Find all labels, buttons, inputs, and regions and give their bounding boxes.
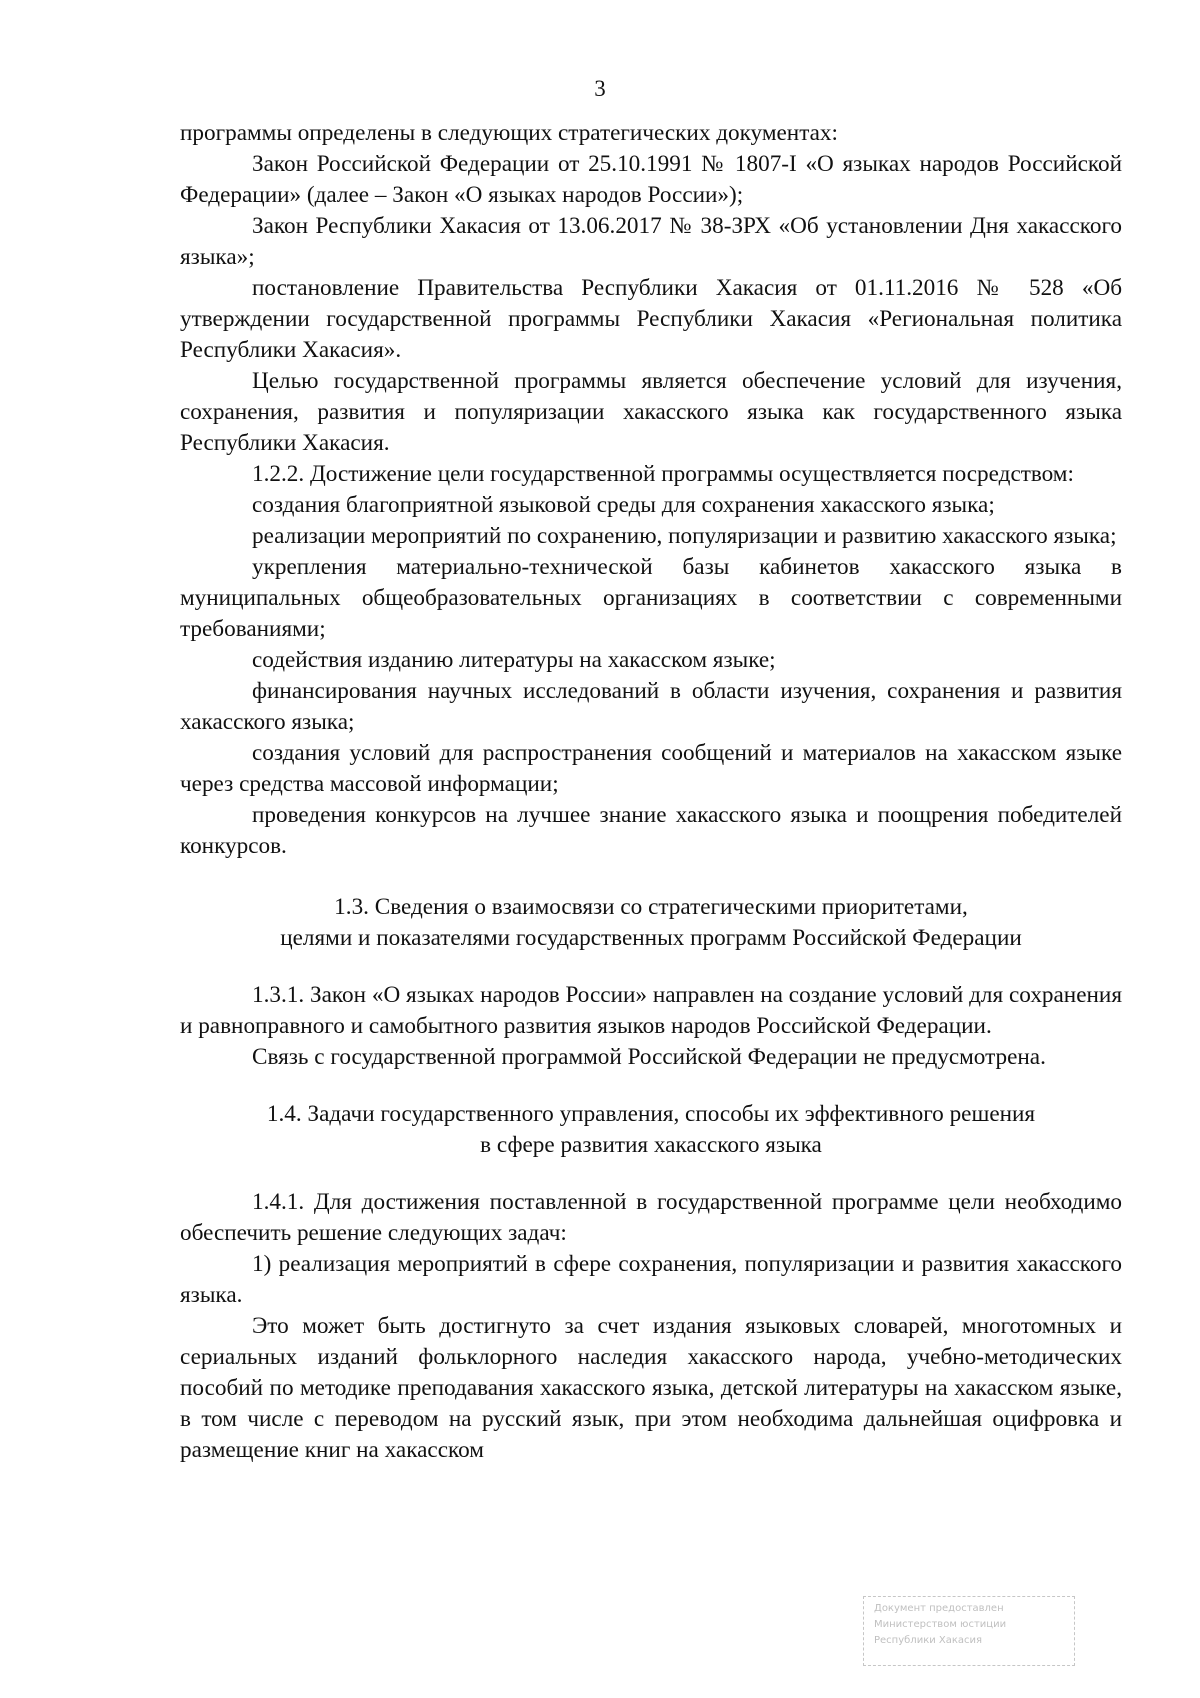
- stamp-line: Республики Хакасия: [874, 1635, 983, 1646]
- intro-paragraph: программы определены в следующих стратегических документах:: [180, 120, 838, 146]
- document-item: Закон Российской Федерации от 25.10.1991 № 1807-I «О языках народов Российской Федерации» (далее – Закон «О языках народов России»);: [180, 151, 1122, 208]
- measure-item: создания условий для распространения сообщений и материалов на хакасском языке через средства массовой информации;: [180, 740, 1122, 797]
- measure-item: реализации мероприятий по сохранению, популяризации и развитию хакасского языка;: [252, 523, 1117, 549]
- paragraph-1-4-1: 1.4.1. Для достижения поставленной в государственной программе цели необходимо обеспечить решение следующих задач:: [180, 1189, 1122, 1246]
- section-1-4-line1: 1.4. Задачи государственного управления, способы их эффективного решения: [266, 1101, 1036, 1127]
- section-1-4-heading: [180, 1099, 1122, 1161]
- measure-item: укрепления материально-технической базы кабинетов хакасского языка в муниципальных общеобразовательных организациях в соответствии с современными требованиями;: [180, 554, 1122, 642]
- section-1-3-line2: целями и показателями государственных программ Российской Федерации: [280, 925, 1022, 951]
- measure-item: финансирования научных исследований в области изучения, сохранения и развития хакасского языка;: [180, 678, 1122, 735]
- measure-item: проведения конкурсов на лучшее знание хакасского языка и поощрения победителей конкурсов.: [180, 802, 1122, 859]
- document-item: Закон Республики Хакасия от 13.06.2017 № 38-ЗРХ «Об установлении Дня хакасского языка»;: [180, 213, 1122, 270]
- section-1-3-line1: 1.3. Сведения о взаимосвязи со стратегическими приоритетами,: [334, 894, 968, 920]
- stamp-line: Министерством юстиции: [874, 1619, 1007, 1630]
- stamp-line: Документ предоставлен: [874, 1603, 1004, 1614]
- goal-paragraph: Целью государственной программы является обеспечение условий для изучения, сохранения, развития и популяризации хакасского языка как государственного языка Республики Хакасия.: [180, 368, 1122, 456]
- document-body: [180, 118, 1122, 1466]
- page-number: 3: [594, 76, 606, 101]
- task-item: 1) реализация мероприятий в сфере сохранения, популяризации и развития хакасского языка.: [180, 1251, 1122, 1308]
- paragraph-1-3-1: 1.3.1. Закон «О языках народов России» направлен на создание условий для сохранения и равноправного и самобытного развития языков народов Российской Федерации.: [180, 982, 1122, 1039]
- measure-item: создания благоприятной языковой среды для сохранения хакасского языка;: [252, 492, 995, 518]
- registration-stamp: [863, 1596, 1075, 1666]
- section-1-4-line2: в сфере развития хакасского языка: [480, 1132, 822, 1158]
- paragraph-1-2-2: 1.2.2. Достижение цели государственной программы осуществляется посредством:: [252, 461, 1074, 487]
- section-1-3-heading: [180, 892, 1122, 954]
- link-paragraph: Связь с государственной программой Российской Федерации не предусмотрена.: [252, 1044, 1046, 1070]
- document-item: постановление Правительства Республики Хакасия от 01.11.2016 № 528 «Об утверждении государственной программы Республики Хакасия «Региональная политика Республики Хакасия».: [180, 275, 1122, 363]
- measure-item: содействия изданию литературы на хакасском языке;: [252, 647, 776, 673]
- final-paragraph: Это может быть достигнуто за счет издания языковых словарей, многотомных и сериальных изданий фольклорного наследия хакасского народа, учебно-методических пособий по методике преподавания хакасского языка, детской литературы на хакасском языке, в том числе с переводом на русский язык, при этом необходима дальнейшая оцифровка и размещение книг на хакасском: [180, 1313, 1122, 1463]
